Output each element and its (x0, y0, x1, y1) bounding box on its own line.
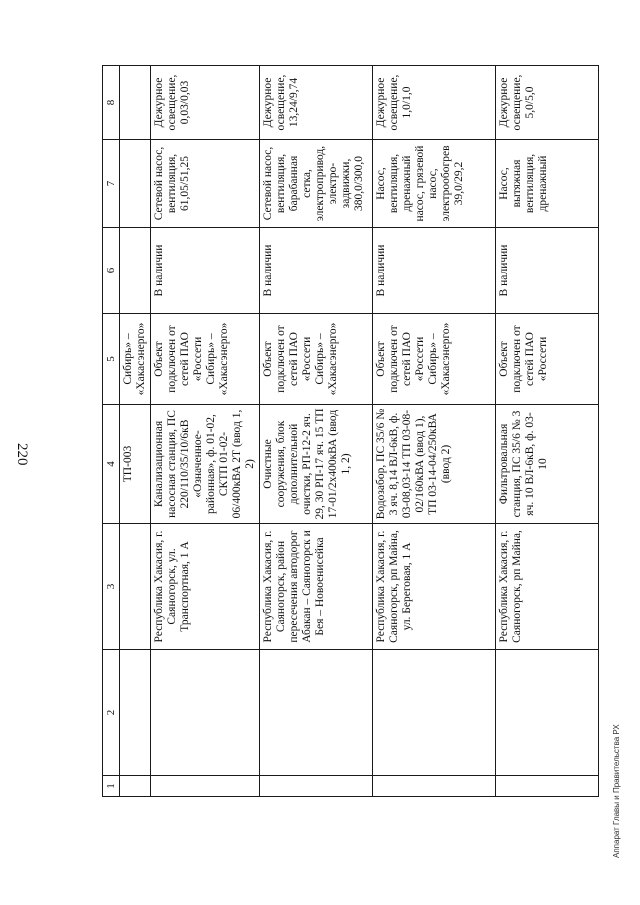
table-cell (496, 776, 599, 797)
table-cell (120, 524, 151, 650)
table-cell-facility: Канализационная насосная станция, ПС 220/110/35/10/6кВ «Означенное-районная», ф. 01-02, СКТП 01-02-06/400кВА 2Т (ввод 1, 2) (151, 405, 260, 524)
footer-note: Аппарат Главы и Правительства РХ (612, 724, 621, 858)
table-cell-availability: В наличии (496, 228, 599, 314)
table-cell (120, 650, 151, 776)
table-cell-equipment: Насос, вентиляция, дренажный насос, грязевой насос, электрообогрев 39,0/29,2 (373, 140, 496, 228)
table-cell-address: Республика Хакасия, г. Саяногорск, рп Майна, ул. Береговая, 1 А (373, 524, 496, 650)
table-cell-supplier: Объект подключен от сетей ПАО «Россети Сибирь» – «Хакасэнерго» (260, 314, 373, 405)
table-cell-supplier: Объект подключен от сетей ПАО «Россети Сибирь» – «Хакасэнерго» (373, 314, 496, 405)
table-cell (120, 66, 151, 140)
table-row-continuation (120, 66, 151, 797)
header-col-1: 1 (103, 776, 120, 797)
table-cell-lighting: Дежурное освещение, 5,0/5,0 (496, 66, 599, 140)
table-cell-equipment: Насос, вытяжная вентиляция, дренажный (496, 140, 599, 228)
table-row (151, 66, 260, 797)
table-cell (151, 650, 260, 776)
table-cell-lighting: Дежурное освещение, 1,0/1,0 (373, 66, 496, 140)
table-cell-supplier: Объект подключен от сетей ПАО «Россети (496, 314, 599, 405)
table-cell-supplier: Сибирь» – «Хакасэнерго» (120, 314, 151, 405)
table-cell-availability: В наличии (373, 228, 496, 314)
table-cell-lighting: Дежурное освещение, 0,03/0,03 (151, 66, 260, 140)
table-cell-facility: Фильтровальная станция, ПС 35/6 № 3 яч. 10 ВЛ-6кВ, ф. 03-10 (496, 405, 599, 524)
power-supply-table (102, 65, 599, 797)
table-cell-address: Республика Хакасия, г. Саяногорск, район пересечения автодорог Абакан – Саяногорск и Бея – Новоенисейка (260, 524, 373, 650)
table-cell-availability: В наличии (151, 228, 260, 314)
table-cell (496, 650, 599, 776)
rotated-table-container (102, 74, 587, 797)
table-cell (373, 776, 496, 797)
header-col-3: 3 (103, 524, 120, 650)
table-cell-address: Республика Хакасия, г. Саяногорск, рп Майна, (496, 524, 599, 650)
table-cell (260, 776, 373, 797)
table-row (260, 66, 373, 797)
table-cell-lighting: Дежурное освещение, 13,24/9,74 (260, 66, 373, 140)
table-header-row (103, 66, 120, 797)
table-cell (151, 776, 260, 797)
table-cell (120, 228, 151, 314)
table-cell-supplier: Объект подключен от сетей ПАО «Россети Сибирь» – «Хакасэнерго» (151, 314, 260, 405)
table-cell (260, 650, 373, 776)
header-col-2: 2 (103, 650, 120, 776)
header-col-7: 7 (103, 140, 120, 228)
table-cell-availability: В наличии (260, 228, 373, 314)
table-cell-address: Республика Хакасия, г. Саяногорск, ул. Транспортная, 1 А (151, 524, 260, 650)
table-cell (373, 650, 496, 776)
header-col-5: 5 (103, 314, 120, 405)
table-cell-facility: Очистные сооружения, блок дополнительной очистки, РП-12-2 яч. 29, 30 РП-17 яч. 15 ТП 17-01/2х400кВА (ввод 1, 2) (260, 405, 373, 524)
table-cell-facility: Водозабор, ПС 35/6 № 3 яч. 8,14 ВЛ-6кВ, ф. 03-08,03-14 ТП 03-08-02/160кВА (ввод 1), ТП 03-14-04/250кВА (ввод 2) (373, 405, 496, 524)
table-cell-facility: ТП-003 (120, 405, 151, 524)
table-cell-equipment: Сетевой насос, вентиляция, 61,05/51,25 (151, 140, 260, 228)
header-col-8: 8 (103, 66, 120, 140)
table-cell (120, 140, 151, 228)
table-cell-equipment: Сетевой насос, вентиляция, барабанная сетка, электропривод, электро-задвижки, 380,0/300,0 (260, 140, 373, 228)
table-cell (120, 776, 151, 797)
header-col-4: 4 (103, 405, 120, 524)
table-row (373, 66, 496, 797)
table-row (496, 66, 599, 797)
header-col-6: 6 (103, 228, 120, 314)
page-number: 220 (14, 443, 30, 466)
